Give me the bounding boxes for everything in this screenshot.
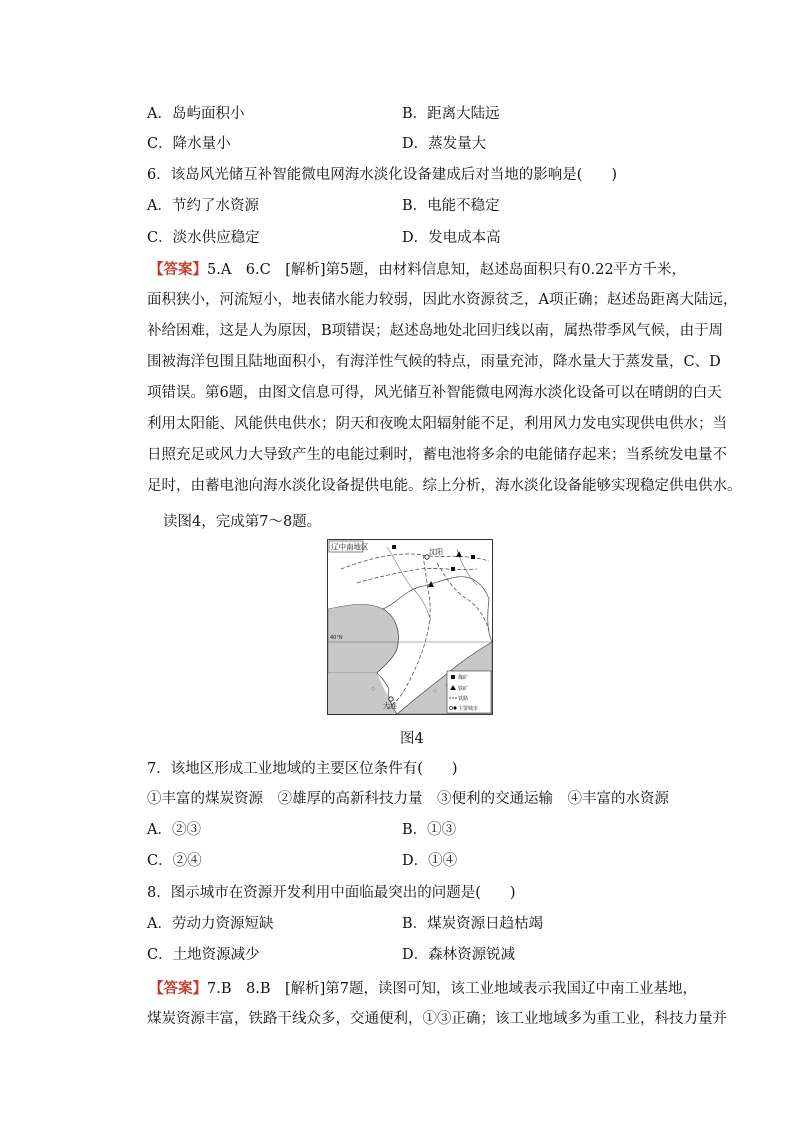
q8-option-d: D．森林资源锐减	[402, 947, 516, 963]
answer-line: 日照充足或风力大导致产生的电能过剩时，蓄电池将多余的电能储存起来；当系统发电量不	[147, 447, 727, 463]
q7-choices: ①丰富的煤炭资源 ②雄厚的高新科技力量 ③便利的交通运输 ④丰富的水资源	[147, 791, 669, 807]
q6-option-c: C．淡水供应稳定	[147, 230, 260, 246]
figure-intro: 读图4，完成第7～8题。	[163, 514, 322, 530]
q7-option-c: C．②④	[147, 853, 202, 869]
q8-option-a: A．劳动力资源短缺	[147, 916, 274, 932]
coal-mine-icon	[451, 567, 455, 571]
region-title: 辽中南地区	[331, 542, 369, 552]
liaozhongnan-map	[327, 539, 493, 715]
answer-tag: 【答案】	[149, 261, 207, 278]
legend-iron-label: 铁矿	[458, 686, 469, 692]
q6-option-a: A．节约了水资源	[147, 198, 259, 214]
q8-option-c: C．土地资源减少	[147, 947, 260, 963]
legend-railway-label: 铁路	[458, 696, 469, 702]
q6-stem: 6．该岛风光储互补智能微电网海水淡化设备建成后对当地的影响是( )	[147, 167, 618, 183]
answer-line: 补给困难，这是人为原因，B项错误；赵述岛地处北回归线以南，属热带季风气候，由于周	[147, 323, 724, 339]
q6-option-b: B．电能不稳定	[402, 198, 500, 214]
q8-option-b: B．煤炭资源日趋枯竭	[402, 916, 544, 932]
answer-block-7-8	[147, 973, 727, 1035]
answer-line: 项错误。第6题，由图文信息可得，风光储互补智能微电网海水淡化设备可以在晴朗的白天	[147, 385, 722, 401]
island	[434, 690, 436, 692]
answer-line: 足时，由蓄电池向海水淡化设备提供电能。综上分析，海水淡化设备能够实现稳定供电供水。	[147, 478, 742, 494]
latitude-label: 40°N	[330, 635, 343, 641]
answer-line: 5.A 6.C [解析]第5题，由材料信息知，赵述岛面积只有0.22平方千米，	[207, 262, 687, 278]
q8-stem: 8．图示城市在资源开发利用中面临最突出的问题是( )	[147, 885, 516, 901]
q5-option-b: B．距离大陆远	[402, 106, 500, 122]
q7-stem: 7．该地区形成工业地域的主要区位条件有( )	[147, 761, 458, 777]
legend-city-icon	[453, 706, 456, 709]
coal-mine-icon	[471, 555, 475, 559]
answer-line: 利用太阳能、风能供电供水；阴天和夜晚太阳辐射能不足，利用风力发电实现供电供水；当	[147, 416, 727, 432]
city-marker-dalian	[389, 697, 393, 701]
legend-coal-label: 煤矿	[458, 675, 469, 681]
answer-line: 围被海洋包围且陆地面积小，有海洋性气候的特点，雨量充沛，降水量大于蒸发量，C、D	[147, 354, 721, 370]
q5-option-d: D．蒸发量大	[402, 136, 487, 152]
q7-option-d: D．①④	[402, 853, 458, 869]
island	[372, 688, 374, 690]
answer-line: 面积狭小，河流短小，地表储水能力较弱，因此水资源贫乏，A项正确；赵述岛距离大陆远，	[147, 292, 738, 308]
city-label-shenyang: 沈阳	[429, 548, 443, 556]
answer-line: 煤炭资源丰富，铁路干线众多，交通便利，①③正确；该工业地域多为重工业，科技力量并	[147, 1011, 727, 1027]
legend-city-icon	[449, 706, 452, 709]
figure-caption: 图4	[400, 731, 424, 747]
city-label-dalian: 大连	[383, 702, 397, 710]
q7-option-a: A．②③	[147, 822, 201, 838]
answer-tag: 【答案】	[149, 980, 207, 997]
coal-mine-icon	[392, 545, 396, 549]
q7-option-b: B．①③	[402, 822, 457, 838]
answer-block-5-6	[147, 254, 742, 502]
legend-coal-icon	[451, 675, 455, 679]
q5-option-a: A．岛屿面积小	[147, 106, 245, 122]
answer-line: 7.B 8.B [解析]第7题，读图可知，该工业地域表示我国辽中南工业基地，	[207, 981, 698, 997]
q6-option-d: D．发电成本高	[402, 230, 501, 246]
legend-city-label: 主要城市	[458, 706, 479, 712]
q5-option-c: C．降水量小	[147, 136, 231, 152]
